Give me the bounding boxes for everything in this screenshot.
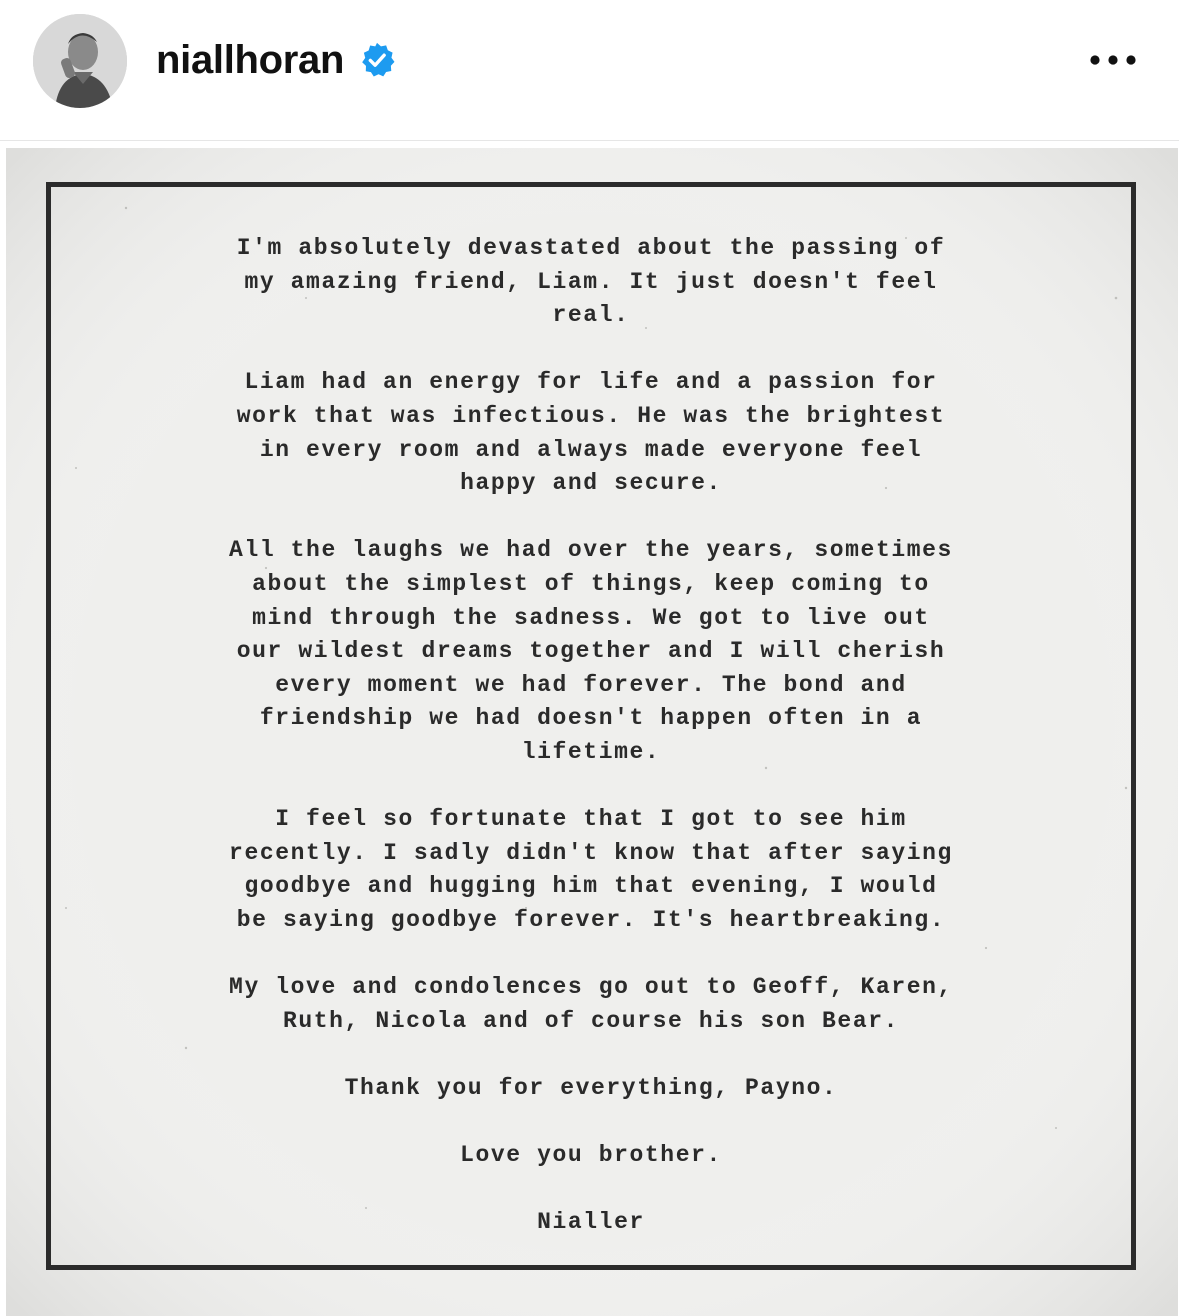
verified-badge-icon <box>358 41 396 79</box>
letter-paragraph-4: I feel so fortunate that I got to see him recently. I sadly didn't know that after saying goodbye and hugging him that evening, I would be saying goodbye forever. It's heartbreaking. <box>229 806 953 933</box>
post-header <box>0 0 1179 141</box>
post-image[interactable] <box>6 148 1178 1316</box>
letter-paragraph-3: All the laughs we had over the years, sometimes about the simplest of things, keep coming to mind through the sadness. We got to live out our wildest dreams together and I will cherish every moment we had forever. The bond and friendship we had doesn't happen often in a lifetime. <box>229 537 953 765</box>
letter-paragraph-5: My love and condolences go out to Geoff, Karen, Ruth, Nicola and of course his son Bear. <box>229 974 953 1034</box>
username-row <box>156 34 396 86</box>
letter-text <box>51 232 1131 1240</box>
letter-frame <box>46 182 1136 1270</box>
letter-paragraph-1: I'm absolutely devastated about the passing of my amazing friend, Liam. It just doesn't feel real. <box>236 235 946 329</box>
more-options-icon <box>1088 54 1138 66</box>
letter-signature: Nialler <box>537 1209 645 1236</box>
avatar-photo-icon <box>33 14 127 108</box>
more-options-button[interactable] <box>1082 40 1144 80</box>
letter-paragraph-7: Love you brother. <box>460 1142 722 1169</box>
profile-avatar[interactable] <box>33 14 127 108</box>
letter-paragraph-2: Liam had an energy for life and a passion for work that was infectious. He was the brightest in every room and always made everyone feel happy and secure. <box>236 369 946 497</box>
letter-paragraph-6: Thank you for everything, Payno. <box>344 1074 838 1101</box>
username[interactable]: niallhoran <box>156 37 345 82</box>
